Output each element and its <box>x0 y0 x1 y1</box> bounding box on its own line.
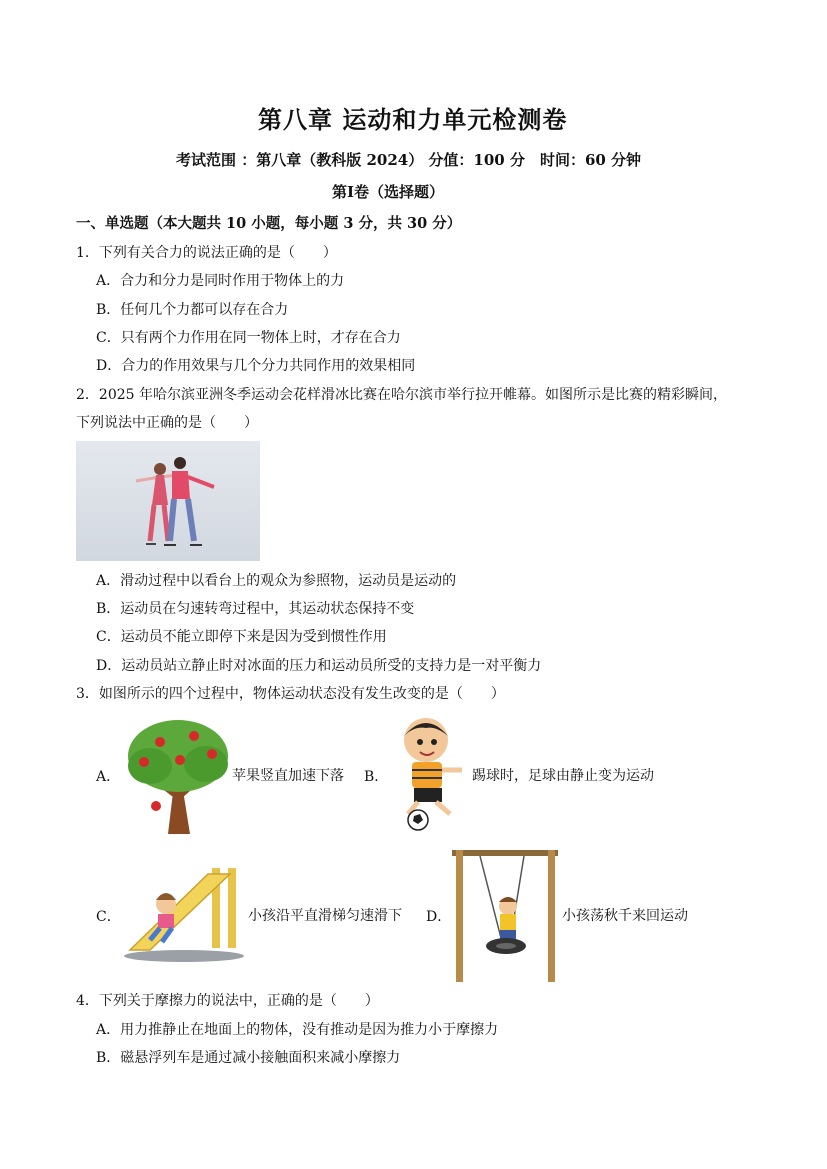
question-2-option-b: B．运动员在匀速转弯过程中，其运动状态保持不变 <box>96 601 415 617</box>
question-3-option-a-letter: A． <box>96 769 121 785</box>
exam-info: 考试范围 ：第八章（教科版 2024） 分值：100 分 时间：60 分钟 <box>176 151 642 169</box>
question-2-option-a: A．滑动过程中以看台上的观众为参照物，运动员是运动的 <box>96 573 457 589</box>
question-3-option-a-text: 苹果竖直加速下落 <box>232 768 344 784</box>
question-3-option-d-text: 小孩荡秋千来回运动 <box>562 908 688 924</box>
question-2-option-d: D．运动员站立静止时对冰面的压力和运动员所受的支持力是一对平衡力 <box>96 658 542 674</box>
boy-kicking-ball-image <box>396 714 468 834</box>
question-2-stem-line2: 下列说法中正确的是（ ） <box>76 415 258 431</box>
child-on-slide-image <box>120 864 246 964</box>
child-on-swing-image <box>450 846 560 982</box>
question-1-option-c: C．只有两个力作用在同一物体上时，才存在合力 <box>96 330 401 346</box>
question-3-option-c-letter: C． <box>96 909 121 925</box>
question-4-stem: 4．下列关于摩擦力的说法中，正确的是（ ） <box>76 993 379 1009</box>
section-heading: 一、单选题（本大题共 10 小题，每小题 3 分，共 30 分） <box>76 215 462 232</box>
question-4-option-a: A．用力推静止在地面上的物体，没有推动是因为推力小于摩擦力 <box>96 1022 499 1038</box>
question-1-option-b: B．任何几个力都可以存在合力 <box>96 302 289 318</box>
question-3-option-d-letter: D． <box>426 909 452 925</box>
page-title: 第八章 运动和力单元检测卷 <box>258 105 568 134</box>
question-3-option-b-text: 踢球时，足球由静止变为运动 <box>472 768 654 784</box>
question-2-option-c: C．运动员不能立即停下来是因为受到惯性作用 <box>96 629 387 645</box>
question-3-stem: 3．如图所示的四个过程中，物体运动状态没有发生改变的是（ ） <box>76 686 505 702</box>
volume-heading: 第Ⅰ卷（选择题） <box>332 183 445 201</box>
question-1-option-a: A．合力和分力是同时作用于物体上的力 <box>96 273 345 289</box>
question-3-option-c-text: 小孩沿平直滑梯匀速滑下 <box>248 908 402 924</box>
question-1-stem: 1．下列有关合力的说法正确的是（ ） <box>76 245 337 261</box>
figure-skating-photo <box>76 441 260 561</box>
question-3-option-b-letter: B． <box>364 769 389 785</box>
question-1-option-d: D．合力的作用效果与几个分力共同作用的效果相同 <box>96 358 416 374</box>
question-2-stem-line1: 2．2025 年哈尔滨亚洲冬季运动会花样滑冰比赛在哈尔滨市举行拉开帷幕。如图所示是比赛的精彩瞬间， <box>76 387 727 403</box>
question-4-option-b: B．磁悬浮列车是通过减小接触面积来减小摩擦力 <box>96 1050 401 1066</box>
apple-tree-image <box>120 714 230 834</box>
